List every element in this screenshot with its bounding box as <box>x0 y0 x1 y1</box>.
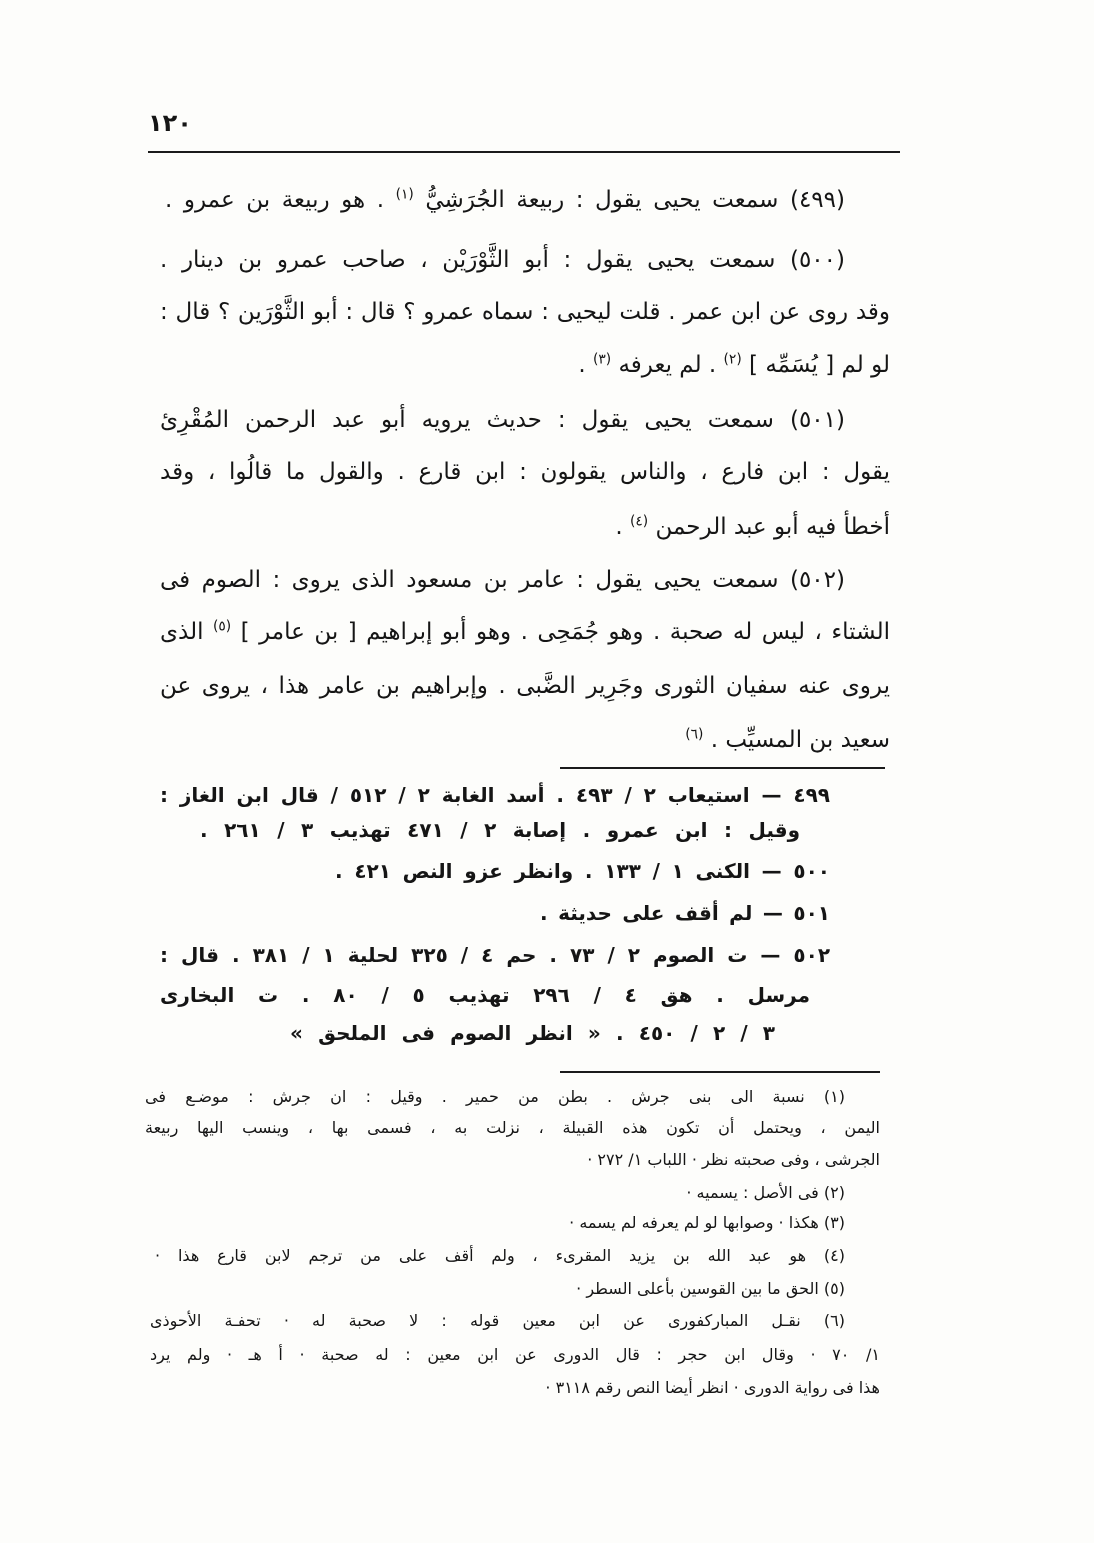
line-text: يقول : ابن فارع ، والناس يقولون : ابن قارع . والقول ما قالُوا ، وقد <box>160 459 890 485</box>
line-text: يروى عنه سفيان الثورى وجَرِير الضَّبى . وإبراهيم بن عامر هذا ، يروى عن <box>160 673 890 699</box>
note-502-line-3: ٣ / ٢ / ٤٥٠ . « انظر الصوم فى الملحق » <box>290 1021 776 1045</box>
line-text: أخطأ فيه أبو عبد الرحمن <box>655 514 890 540</box>
entry-500-line-1 <box>160 240 845 280</box>
note-501-line-1: ٥٠١ — لم أقف على حديثة . <box>540 901 830 925</box>
footnote-2-line-1: (٢) فى الأصل : يسميه · <box>686 1183 845 1202</box>
footnote-ref-5: (٥) <box>212 618 232 635</box>
note-500-line-1: ٥٠٠ — الكنى ١ / ١٣٣ . وانظر عزو النص ٤٢١ . <box>335 859 831 883</box>
line-text: (٥٠٢) سمعت يحيى يقول : عامر بن مسعود الذى يروى : الصوم فى <box>160 567 845 593</box>
note-499-line-2: وقيل : ابن عمرو . إصابة ٢ / ٤٧١ تهذيب ٣ / ٢٦١ . <box>200 818 801 842</box>
line-text: لو لم [ يُسَمِّه ] <box>749 352 890 378</box>
entry-502-line-4 <box>390 720 890 760</box>
footnote-ref-6: (٦) <box>685 726 704 743</box>
footnotes-rule <box>560 1071 880 1073</box>
line-text: . هو ربيعة بن عمرو . <box>165 187 385 213</box>
entry-502-line-3 <box>160 666 890 706</box>
footnote-4-line-1: (٤) هو عبد الله بن يزيد المقرىء ، ولم أقف على من ترجم لابن قارع هذا · <box>155 1246 845 1265</box>
header-rule <box>148 151 900 153</box>
line-text: . <box>578 352 586 378</box>
footnote-ref-3: (٣) <box>592 351 612 368</box>
line-text: (٤٩٩) سمعت يحيى يقول : ربيعة الجُرَشِيُّ <box>425 187 845 213</box>
entry-501-line-1 <box>160 400 845 440</box>
line-text: (٥٠٠) سمعت يحيى يقول : أبو الثَّوْرَيْن ، صاحب عمرو بن دينار . <box>160 247 845 273</box>
entry-502-line-2 <box>160 612 890 652</box>
entry-501-line-2 <box>160 452 890 492</box>
entry-500-line-2 <box>160 292 890 332</box>
footnote-1-line-1: (١) نسبة الى بنى جرش . بطن من حمير . وقيل : ان جرش : موضـع فى <box>145 1087 845 1106</box>
line-text: . <box>615 514 623 540</box>
footnote-ref-1: (١) <box>395 186 414 203</box>
note-499-line-1: ٤٩٩ — استيعاب ٢ / ٤٩٣ . أسد الغابة ٢ / ٥١٢ / قال ابن الغاز : <box>160 783 830 807</box>
line-text: الذى <box>160 619 204 645</box>
entry-499-line-1 <box>165 180 845 220</box>
note-502-line-2: مرسل . هق ٤ / ٢٩٦ تهذيب ٥ / ٨٠ . ت البخارى <box>160 983 811 1007</box>
footnote-3-line-1: (٣) هكذا · وصوابها لو لم يعرفه لم يسمه · <box>569 1213 845 1232</box>
footnote-ref-2: (٢) <box>723 351 742 368</box>
footnote-6-line-1: (٦) نقـل المباركفورى عن ابن معين قوله : لا صحبة له · تحفـة الأحوذى <box>150 1311 845 1330</box>
entry-500-line-3 <box>390 345 890 385</box>
footnote-6-line-2: ١/ ٧٠ · وقال ابن حجر : قال الدورى عن ابن معين : له صحبة · أ هـ · ولم يرد <box>150 1345 880 1364</box>
notes-rule <box>560 767 885 769</box>
footnote-6-line-3: هذا فى رواية الدورى · انظر أيضا النص رقم ٣١١٨ · <box>545 1378 880 1397</box>
footnote-1-line-2: اليمن ، ويحتمل أن تكون هذه القبيلة ، نزلت به ، فسمى بها ، وينسب اليها ربيعة <box>145 1118 880 1137</box>
footnote-ref-4: (٤) <box>629 513 649 530</box>
page-number: ١٢٠ <box>148 109 192 137</box>
line-text: (٥٠١) سمعت يحيى يقول : حديث يرويه أبو عبد الرحمن المُقْرِئ <box>160 407 845 433</box>
note-502-line-1: ٥٠٢ — ت الصوم ٢ / ٧٣ . حم ٤ / ٣٢٥ لحلية ١ / ٣٨١ . قال : <box>160 943 831 967</box>
line-text: الشتاء ، ليس له صحبة . وهو جُمَحِى . وهو أبو إبراهيم [ بن عامر ] <box>240 619 891 645</box>
footnote-1-line-3: الجرشى ، وفى صحبته نظر · اللباب ١/ ٢٧٢ · <box>587 1150 880 1169</box>
line-text: . لم يعرفه <box>618 352 717 378</box>
line-text: وقد روى عن ابن عمر . قلت ليحيى : سماه عمرو ؟ قال : أبو الثَّوْرَين ؟ قال : <box>160 299 890 325</box>
line-text: سعيد بن المسيِّب . <box>710 727 890 753</box>
footnote-5-line-1: (٥) الحق ما بين القوسين بأعلى السطر · <box>576 1279 845 1298</box>
entry-502-line-1 <box>160 560 845 600</box>
entry-501-line-3 <box>390 507 890 547</box>
